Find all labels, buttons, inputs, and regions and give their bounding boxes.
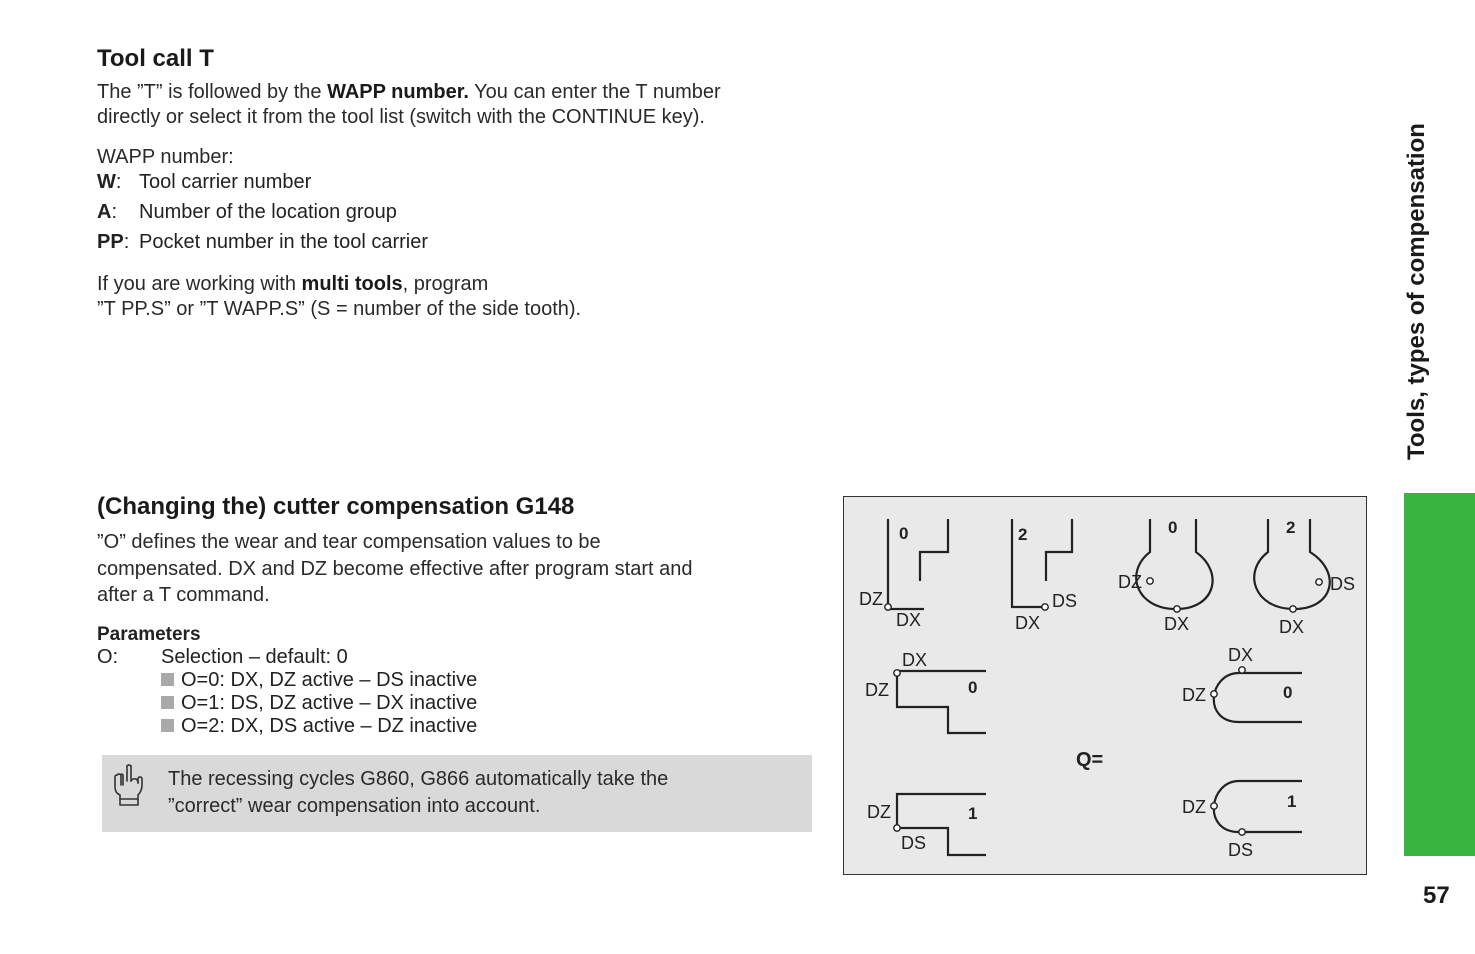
reference-point <box>1147 578 1153 584</box>
section-title-g148: (Changing the) cutter compensation G148 <box>97 493 575 520</box>
reference-point <box>1239 667 1245 673</box>
diagram-label: DS <box>1052 591 1078 611</box>
param-key: O: <box>97 646 119 668</box>
diagram-label: DZ <box>1118 572 1142 592</box>
square-bullet-icon <box>161 719 174 732</box>
diagram-number: 2 <box>1018 525 1028 544</box>
pointing-hand-icon <box>112 763 146 809</box>
multi-tools-paragraph: If you are working with multi tools, program ”T PP.S” or ”T WAPP.S” (S = number of the side tooth). <box>97 273 582 320</box>
diagram-label: DS <box>1330 574 1356 594</box>
page-number: 57 <box>1423 882 1450 909</box>
diagram-number: 0 <box>899 524 909 543</box>
chapter-title-vertical: Tools, types of compensation <box>1403 123 1430 460</box>
note-text: The recessing cycles G860, G866 automatically take the ”correct” wear compensation into account. <box>168 768 669 817</box>
diagram-number: 1 <box>1287 792 1297 811</box>
diagram-label: DX <box>1164 614 1190 634</box>
intro-line-1: The ”T” is followed by the WAPP number. You can enter the T number <box>97 81 721 103</box>
wapp-heading: WAPP number: <box>97 146 234 168</box>
chapter-tab-marker <box>1404 493 1475 856</box>
diagram-label: DS <box>901 833 927 853</box>
reference-point <box>1211 803 1217 809</box>
diagram-number: 1 <box>968 804 978 823</box>
diagram-label: DS <box>1228 840 1254 860</box>
parameters-block <box>97 646 597 738</box>
diagram-label: DZ <box>1182 685 1206 705</box>
diagram-label: DZ <box>865 680 889 700</box>
tool-profile-square-0-inner <box>920 519 948 581</box>
intro-line-2: directly or select it from the tool list (switch with the CONTINUE key). <box>97 106 705 128</box>
g148-description: ”O” defines the wear and tear compensation values to be compensated. DX and DZ become effective after program start and after a T command. <box>97 531 693 606</box>
reference-point <box>1211 691 1217 697</box>
diagram-label: DX <box>896 610 922 630</box>
reference-point <box>894 825 900 831</box>
diagram-center-label: Q= <box>1076 749 1104 771</box>
wapp-item-pp: PP: Pocket number in the tool carrier <box>97 231 429 253</box>
diagram-number: 0 <box>1168 518 1178 537</box>
option-item: O=1: DS, DZ active – DX inactive <box>97 692 597 715</box>
tool-profile-square-2-inner <box>1046 519 1072 581</box>
reference-point <box>894 670 900 676</box>
reference-point <box>1290 606 1296 612</box>
parameters-title: Parameters <box>97 624 201 645</box>
option-item: O=2: DX, DS active – DZ inactive <box>97 715 597 738</box>
diagram-label: DX <box>1279 617 1305 637</box>
reference-point <box>1174 606 1180 612</box>
note-box <box>102 755 812 832</box>
diagram-number: 0 <box>968 678 978 697</box>
option-item: O=0: DX, DZ active – DS inactive <box>97 669 597 692</box>
reference-point <box>1042 604 1048 610</box>
section-title-tool-call: Tool call T <box>97 45 214 72</box>
diagram-label: DZ <box>859 589 883 609</box>
param-desc: Selection – default: 0 <box>161 646 348 668</box>
reference-point <box>1316 579 1322 585</box>
diagram-label: DZ <box>1182 797 1206 817</box>
reference-point <box>1239 829 1245 835</box>
wapp-item-w: W: Tool carrier number <box>97 171 312 193</box>
tool-call-intro <box>97 80 817 130</box>
diagram-number: 2 <box>1286 518 1296 537</box>
reference-point <box>885 604 891 610</box>
diagram-label: DX <box>902 650 928 670</box>
wapp-number-bold: WAPP number. <box>327 81 469 103</box>
square-bullet-icon <box>161 673 174 686</box>
wapp-item-a: A: Number of the location group <box>97 201 397 223</box>
multi-tools-bold: multi tools <box>301 273 403 295</box>
diagram-label: DX <box>1228 645 1254 665</box>
diagram-label: DZ <box>867 802 891 822</box>
compensation-diagram <box>843 496 1367 875</box>
square-bullet-icon <box>161 696 174 709</box>
diagram-label: DX <box>1015 613 1041 633</box>
diagram-number: 0 <box>1283 683 1293 702</box>
